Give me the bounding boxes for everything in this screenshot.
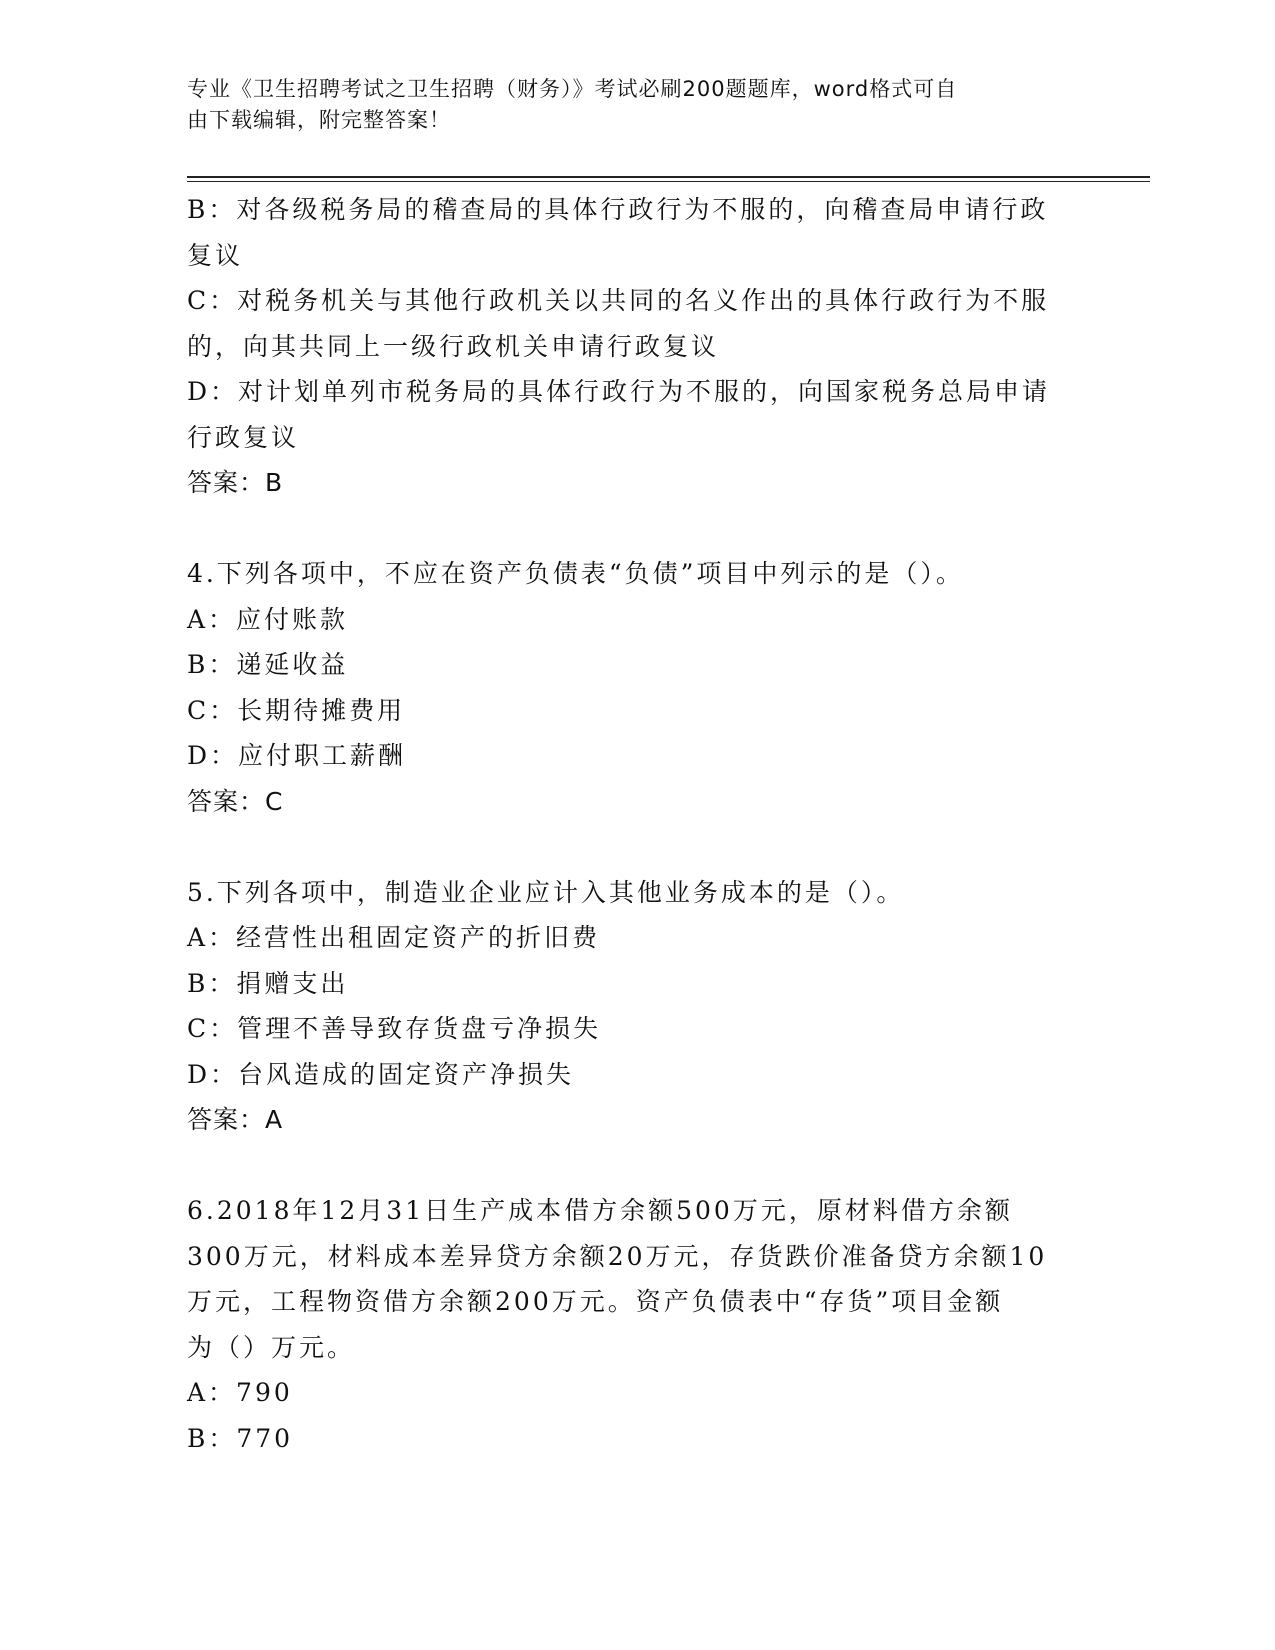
- q3-option-b-line-2: 复议: [187, 240, 244, 270]
- q4-stem: 4.下列各项中，不应在资产负债表“负债”项目中列示的是（）。: [187, 559, 964, 588]
- q5-answer: 答案：A: [187, 1105, 284, 1134]
- spacer: [187, 506, 1087, 552]
- q6-stem-line-2: 300万元，材料成本差异贷方余额20万元，存货跌价准备贷方余额10: [187, 1241, 1048, 1271]
- document-header: [187, 74, 1067, 136]
- q6-stem-line-1: 6.2018年12月31日生产成本借方余额500万元，原材料借方余额: [187, 1196, 1013, 1225]
- q6-option-a: A：790: [187, 1378, 293, 1407]
- q6-option-b: B：770: [187, 1423, 294, 1453]
- q5-option-b: B：捐赠支出: [187, 968, 349, 998]
- q4-option-a: A：应付账款: [187, 604, 349, 634]
- spacer: [187, 1143, 1087, 1189]
- q3-option-d-line-2: 行政复议: [187, 422, 300, 452]
- q5-stem: 5.下列各项中，制造业企业应计入其他业务成本的是（）。: [187, 877, 905, 907]
- question-5: [187, 870, 1087, 1143]
- header-line-2: 由下载编辑，附完整答案！: [187, 108, 451, 132]
- header-divider-thick: [187, 176, 1150, 178]
- q3-option-c-line-2: 的，向其共同上一级行政机关申请行政复议: [187, 331, 720, 361]
- q4-option-b: B：递延收益: [187, 650, 349, 679]
- q5-option-c: C：管理不善导致存货盘亏净损失: [187, 1014, 602, 1043]
- q6-stem-line-3: 万元，工程物资借方余额200万元。资产负债表中“存货”项目金额: [187, 1287, 1004, 1316]
- spacer: [187, 824, 1087, 870]
- q4-option-d: D：应付职工薪酬: [187, 741, 407, 770]
- document-body: [187, 187, 1087, 1461]
- q3-option-b-line-1: B：对各级税务局的稽查局的具体行政行为不服的，向稽查局申请行政: [187, 195, 1049, 224]
- q4-option-c: C：长期待摊费用: [187, 695, 406, 725]
- q4-answer: 答案：C: [187, 786, 284, 816]
- q3-option-c-line-1: C：对税务机关与其他行政机关以共同的名义作出的具体行政行为不服: [187, 286, 1050, 315]
- question-4: [187, 551, 1087, 824]
- question-6: [187, 1188, 1087, 1461]
- question-3-continued: [187, 187, 1087, 506]
- q5-option-a: A：经营性出租固定资产的折旧费: [187, 923, 601, 952]
- q6-stem-line-4: 为（）万元。: [187, 1332, 356, 1362]
- header-line-1: 专业《卫生招聘考试之卫生招聘（财务）》考试必刷200题题库，word格式可自: [187, 77, 958, 101]
- header-divider-thin: [187, 181, 1150, 182]
- q3-option-d-line-1: D：对计划单列市税务局的具体行政行为不服的，向国家税务总局申请: [187, 377, 1051, 406]
- q3-answer: 答案：B: [187, 468, 284, 497]
- q5-option-d: D：台风造成的固定资产净损失: [187, 1059, 575, 1089]
